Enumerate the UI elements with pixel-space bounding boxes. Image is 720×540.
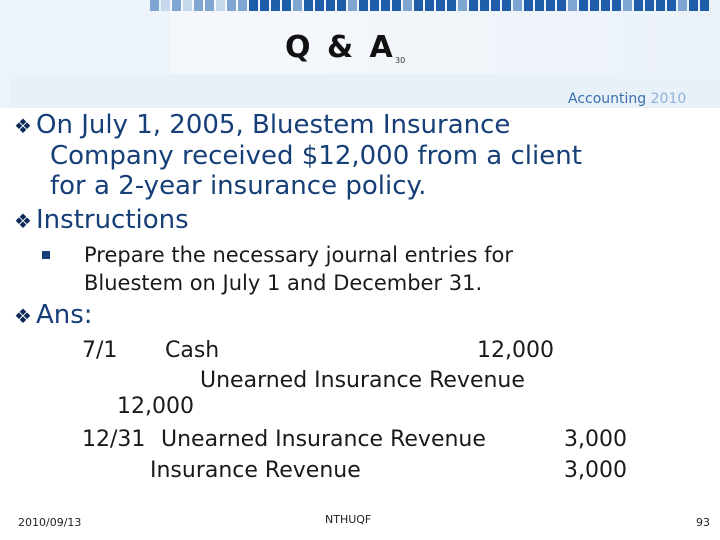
bullet-instructions — [14, 205, 189, 236]
checker-block — [150, 0, 159, 11]
instructions-sub-item — [84, 241, 513, 297]
checker-block — [513, 0, 522, 11]
checker-block — [689, 0, 698, 11]
checker-block — [315, 0, 324, 11]
checker-block — [348, 0, 357, 11]
entry2-debit-account: Unearned Insurance Revenue — [161, 427, 486, 452]
checker-block — [326, 0, 335, 11]
checker-block — [425, 0, 434, 11]
answer-label: Ans: — [36, 300, 93, 330]
checker-block — [546, 0, 555, 11]
checker-block — [293, 0, 302, 11]
checker-block — [458, 0, 467, 11]
checker-block — [403, 0, 412, 11]
entry2-credit-amount: 3,000 — [564, 458, 627, 483]
diamond-bullet-icon: ❖ — [14, 209, 32, 233]
checker-block — [161, 0, 170, 11]
entry1-debit-amount: 12,000 — [477, 338, 554, 363]
instructions-label: Instructions — [36, 205, 189, 235]
checker-block — [590, 0, 599, 11]
checker-block — [678, 0, 687, 11]
checker-block — [381, 0, 390, 11]
checker-block — [579, 0, 588, 11]
checker-block — [227, 0, 236, 11]
decorative-checker-strip — [150, 0, 720, 12]
checker-block — [238, 0, 247, 11]
checker-block — [612, 0, 621, 11]
instructions-line-2: Bluestem on July 1 and December 31. — [84, 271, 483, 295]
checker-block — [469, 0, 478, 11]
checker-block — [645, 0, 654, 11]
checker-block — [634, 0, 643, 11]
checker-block — [667, 0, 676, 11]
slide-title-number: 30 — [395, 56, 406, 65]
entry1-date: 7/1 — [82, 338, 118, 363]
checker-block — [601, 0, 610, 11]
course-name: Accounting — [568, 91, 647, 107]
bullet-problem — [14, 110, 694, 201]
checker-block — [623, 0, 632, 11]
instructions-line-1: Prepare the necessary journal entries for — [84, 243, 513, 267]
problem-line-1: On July 1, 2005, Bluestem Insurance — [36, 110, 511, 140]
diamond-bullet-icon: ❖ — [14, 114, 32, 138]
checker-block — [183, 0, 192, 11]
course-year: 2010 — [650, 91, 687, 107]
problem-line-2: Company received $12,000 from a client — [50, 141, 582, 171]
course-label — [568, 91, 686, 107]
problem-line-3: for a 2-year insurance policy. — [50, 171, 427, 201]
diamond-bullet-icon: ❖ — [14, 304, 32, 328]
entry1-credit-amount: 12,000 — [117, 394, 194, 419]
entry2-debit-amount: 3,000 — [564, 427, 627, 452]
checker-block — [491, 0, 500, 11]
checker-block — [480, 0, 489, 11]
checker-block — [271, 0, 280, 11]
checker-block — [370, 0, 379, 11]
slide-title: Q & A — [285, 30, 396, 65]
checker-block — [447, 0, 456, 11]
square-bullet-icon — [42, 251, 50, 259]
checker-block — [260, 0, 269, 11]
footer-center-label: NTHUQF — [325, 513, 372, 526]
checker-block — [216, 0, 225, 11]
checker-block — [194, 0, 203, 11]
entry2-date: 12/31 — [82, 427, 146, 452]
checker-block — [557, 0, 566, 11]
checker-block — [304, 0, 313, 11]
checker-block — [535, 0, 544, 11]
checker-block — [337, 0, 346, 11]
answer-heading — [14, 300, 93, 331]
checker-block — [392, 0, 401, 11]
checker-block — [524, 0, 533, 11]
checker-block — [359, 0, 368, 11]
checker-block — [568, 0, 577, 11]
entry1-credit-account: Unearned Insurance Revenue — [200, 368, 525, 393]
checker-block — [656, 0, 665, 11]
footer-date: 2010/09/13 — [18, 516, 82, 529]
entry1-debit-account: Cash — [165, 338, 220, 363]
checker-block — [205, 0, 214, 11]
checker-block — [249, 0, 258, 11]
page-number: 93 — [696, 516, 710, 529]
checker-block — [282, 0, 291, 11]
checker-block — [700, 0, 709, 11]
checker-block — [436, 0, 445, 11]
checker-block — [414, 0, 423, 11]
checker-block — [502, 0, 511, 11]
checker-block — [172, 0, 181, 11]
entry2-credit-account: Insurance Revenue — [150, 458, 361, 483]
